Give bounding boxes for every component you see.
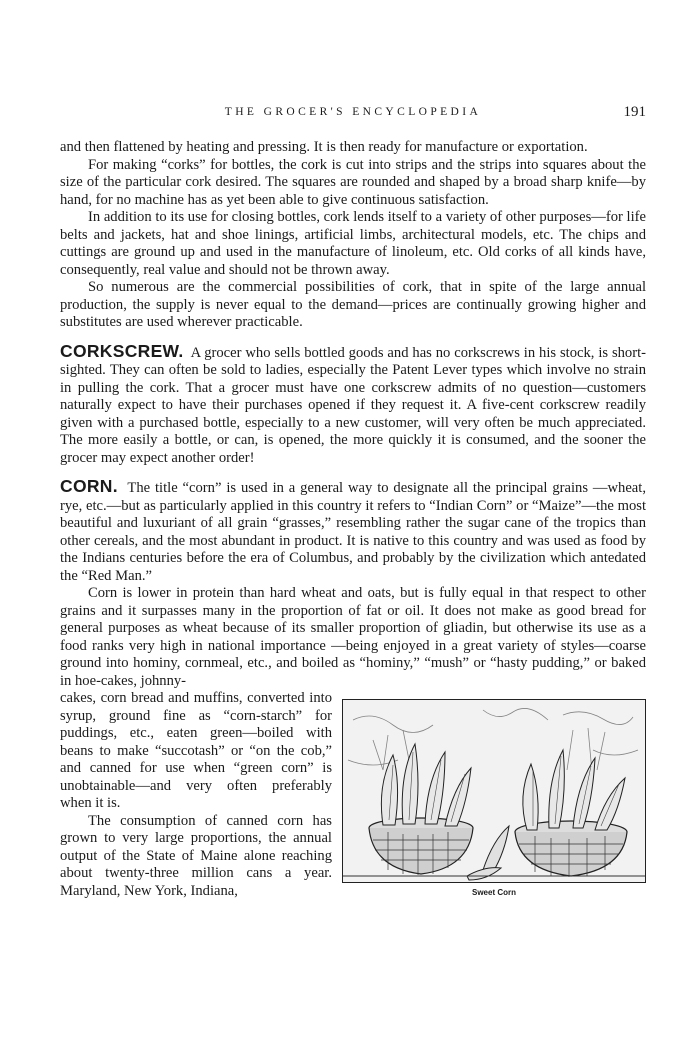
corn-columns [60,690,646,900]
sweet-corn-illustration-icon [342,699,646,883]
figure-caption: Sweet Corn [471,888,516,897]
entry-corkscrew [60,340,646,468]
entry-corn [60,478,646,900]
page-number: 191 [623,104,646,120]
corkscrew-paragraph [60,340,646,468]
sweet-corn-figure [342,699,646,897]
corn-heading: CORN. [60,476,118,496]
cork-paragraph-commercial: So numerous are the commercial possibilities of cork, that in spite of the large annual production, the supply is never equal to the demand—prices are continually growing higher and substitutes are used wherever practicable. [60,279,646,330]
page-header [60,104,646,126]
corn-paragraph-consumption: The consumption of canned corn has grown to very large proportions, the annual output of the State of Maine alone reaching about twenty-three million cans a year. Maryland, New York, Indiana, [60,812,332,899]
cork-continued-paragraph: and then flattened by heating and pressing. It is then ready for manufacture or exportation. [60,139,588,155]
cork-paragraph-corks: For making “corks” for bottles, the cork is cut into strips and the strips into squares about the size of the particular cork desired. The squares are rounded and shaped by a broad sharp knife—by hand, for no machine has as yet been able to give continuous satisfaction. [60,156,646,208]
corn-paragraph-1-text: The title “corn” is used in a general way to designate all the principal grains —wheat, rye, etc.—but as particularly applied in this country it refers to “Indian Corn” or “Maize”—the most beautiful and luxuriant of all grain “grasses,” resembling rather the sugar cane of the tropics than other cereals, and the most abundant in product. It is native to this country and was used as food by the Indians centuries before the era of Columbus, and probably by the civilization which antedated the “Red Man.” [60,480,646,584]
corn-paragraph-uses-continued: cakes, corn bread and muffins, converted into syrup, ground fine as “corn-starch” for puddings, etc., eaten green—boiled with beans to make “succotash” or “on the cob,” and canned for use when “green corn” is unobtainable—and very often preferably when it is. [60,690,332,811]
page-body [60,139,646,900]
corn-paragraph-title [60,478,646,585]
cork-paragraph-uses: In addition to its use for closing bottles, cork lends itself to a variety of other purposes—for life belts and jackets, hat and shoe linings, artificial limbs, architectural models, etc. The chips and cuttings are ground up and used in the manufacture of linoleum, etc. Old corks of all kinds have, consequently, real value and should not be thrown away. [60,209,646,278]
corkscrew-heading: CORKSCREW. [60,340,184,361]
corkscrew-text: A grocer who sells bottled goods and has no corkscrews in his stock, is short-sighted. They can often be sold to ladies, especially the Patent Lever types which involve no strain in pulling the cork. That a grocer must have one corkscrew admits of no question—customers naturally expect to have their purchases opened if they request it. A five-cent corkscrew readily given with a purchased bottle, especially to a new customer, will very often be much appreciated. The more easily a bottle, or can, is opened, the more quickly it is consumed, and the sooner the grocer may expect another order! [60,344,646,466]
corn-narrow-column [60,690,332,900]
running-title: THE GROCER'S ENCYCLOPEDIA [224,106,482,118]
corn-paragraph-nutrition: Corn is lower in protein than hard wheat and oats, but is fully equal in that respect to other grains and it surpasses many in the proportion of fat or oil. It does not make as good bread for general purposes as wheat because of its smaller proportion of gliadin, but otherwise its use as a food ranks very high in national importance —being enjoyed in a great variety of styles—coarse ground into hominy, cornmeal, etc., and boiled as “hominy,” “mush” or “hasty pudding,” or baked in hoe-cakes, johnny- [60,585,646,689]
